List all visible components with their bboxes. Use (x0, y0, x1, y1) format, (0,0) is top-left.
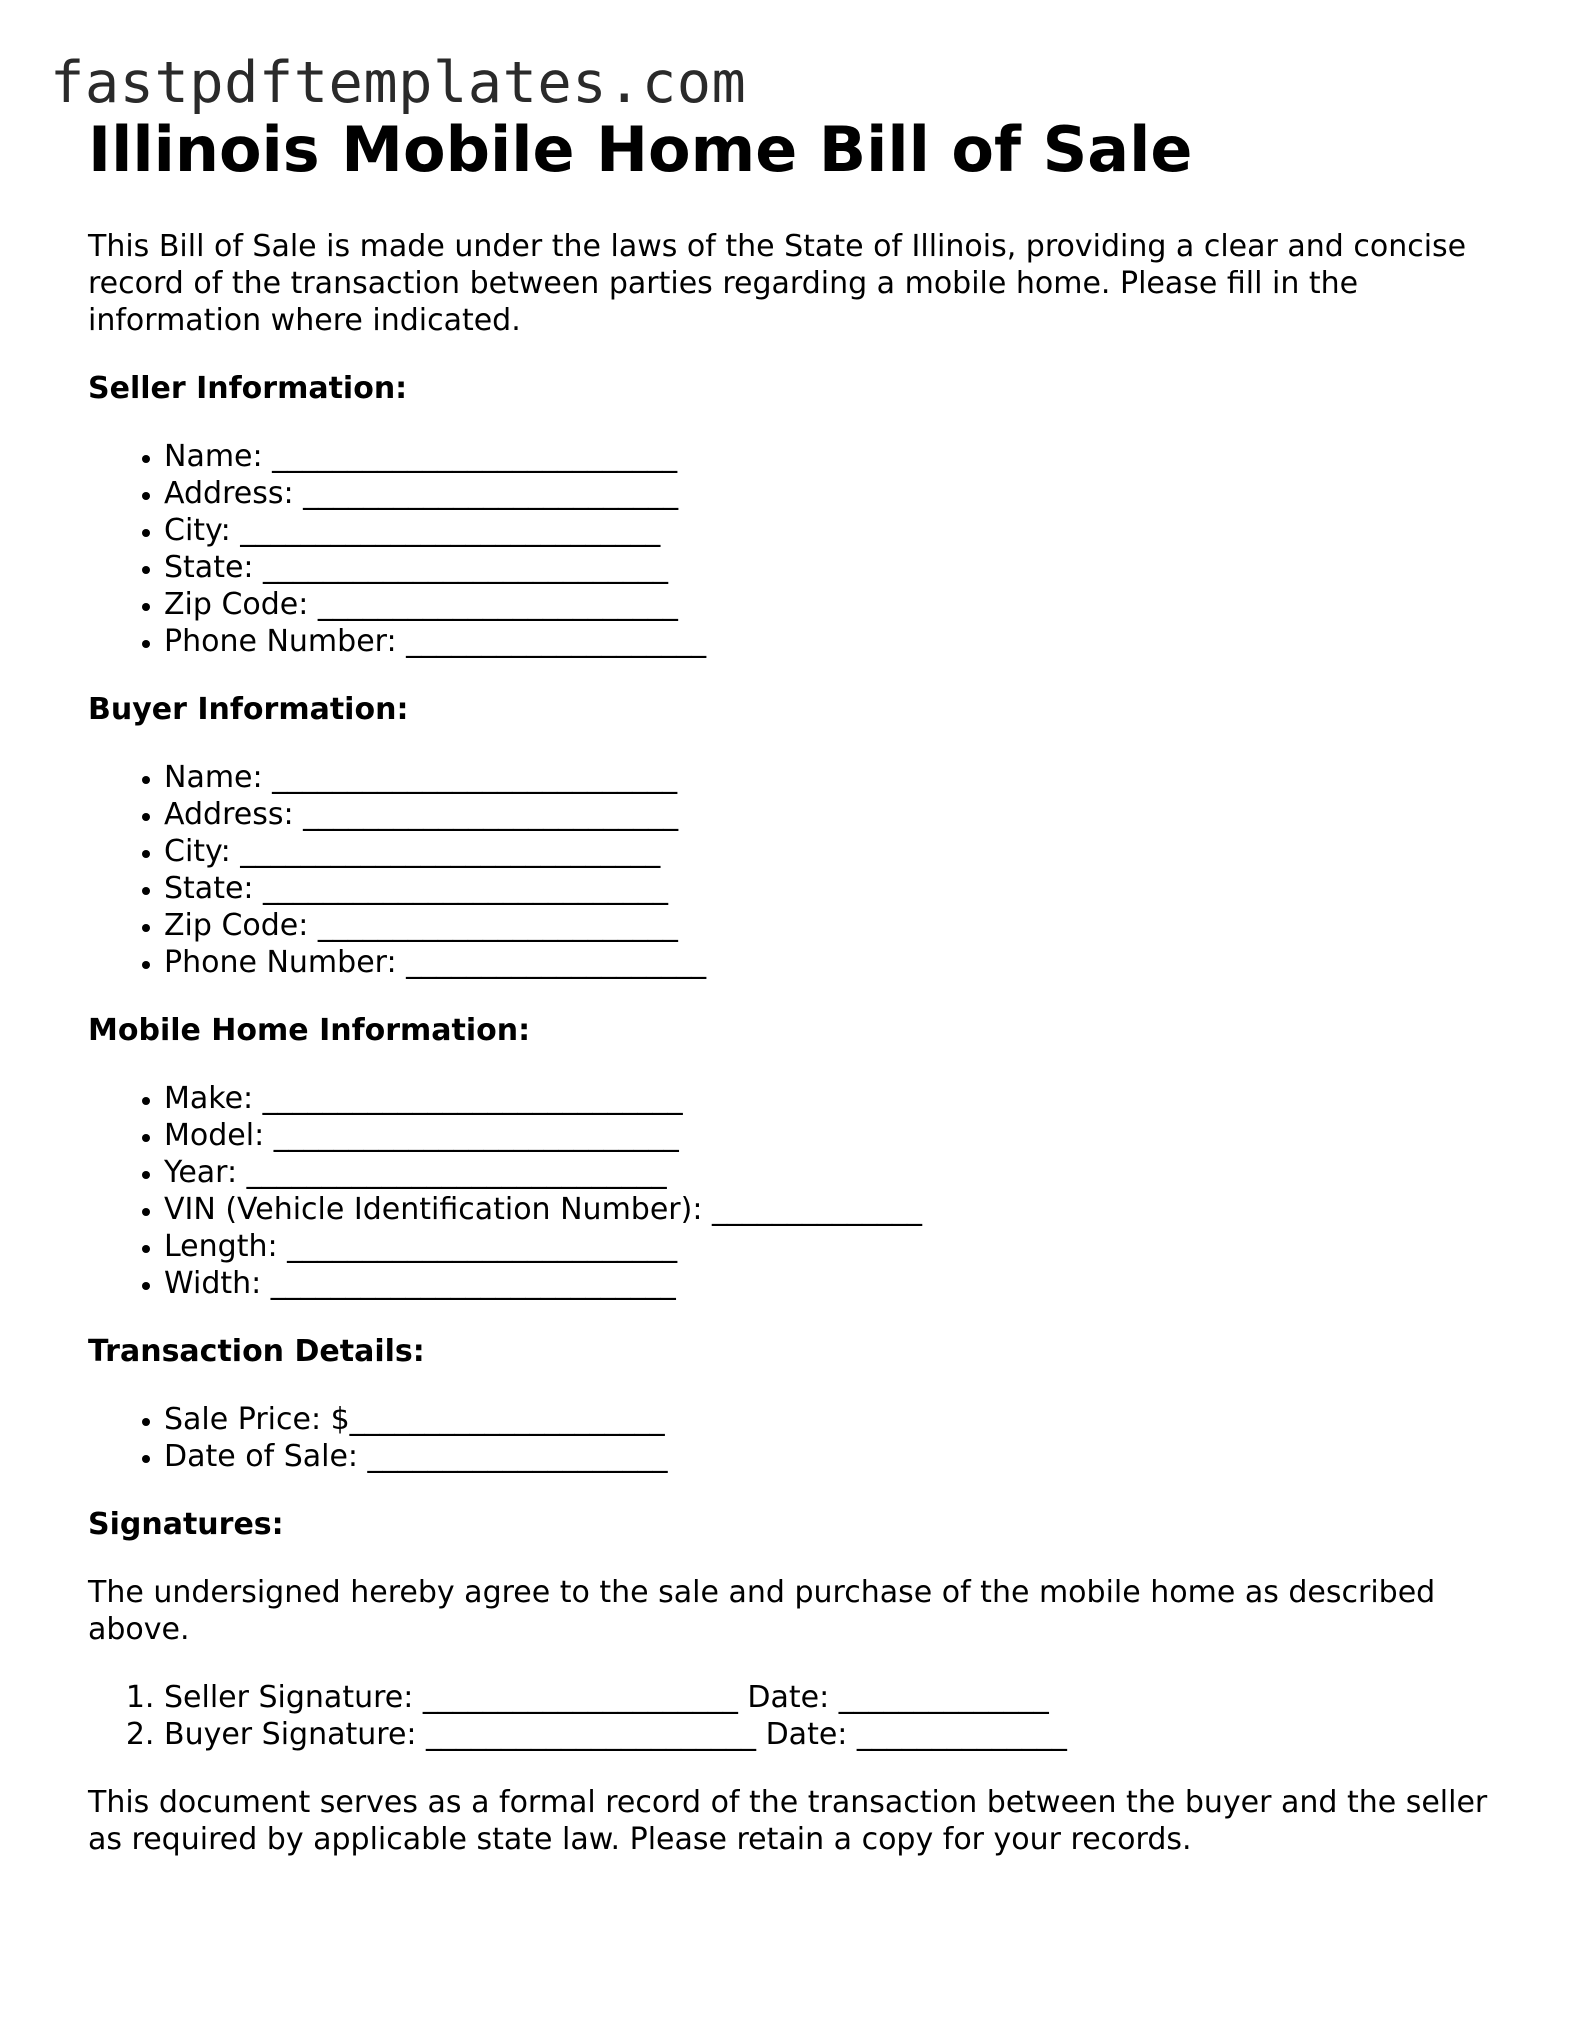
length-field: • Length: __________________________ (164, 1228, 1488, 1265)
buyer-name-field: • Name: ___________________________ (164, 759, 1488, 796)
buyer-heading: Buyer Information: (88, 692, 409, 727)
buyer-phone-field: • Phone Number: ____________________ (164, 944, 1488, 981)
buyer-city-field: • City: ____________________________ (164, 833, 1488, 870)
intro-paragraph: This Bill of Sale is made under the laws of the State of Illinois, providing a clear and concise record of the transaction between parties regarding a mobile home. Please fill in the information where indicated. (88, 229, 1467, 338)
seller-state-field: • State: ___________________________ (164, 549, 1488, 586)
seller-signature-line: 1. Seller Signature: _____________________ Date: ______________ (164, 1679, 1488, 1716)
seller-heading: Seller Information: (88, 371, 408, 406)
seller-address-field: • Address: _________________________ (164, 475, 1488, 512)
mobile-home-heading: Mobile Home Information: (88, 1013, 531, 1048)
signatures-heading: Signatures: (88, 1507, 284, 1542)
document-page (88, 112, 1488, 1858)
transaction-fields-list (88, 1401, 1488, 1475)
width-field: • Width: ___________________________ (164, 1265, 1488, 1302)
sale-price-field: • Sale Price: $_____________________ (164, 1401, 1488, 1438)
seller-phone-field: • Phone Number: ____________________ (164, 623, 1488, 660)
watermark: fastpdftemplates.com (50, 50, 747, 116)
signatures-statement: The undersigned hereby agree to the sale and purchase of the mobile home as described above. (88, 1575, 1436, 1647)
year-field: • Year: ____________________________ (164, 1154, 1488, 1191)
model-field: • Model: ___________________________ (164, 1117, 1488, 1154)
buyer-signature-line: 2. Buyer Signature: ______________________ Date: ______________ (164, 1716, 1488, 1753)
vin-field: • VIN (Vehicle Identification Number): ______________ (164, 1191, 1488, 1228)
date-of-sale-field: • Date of Sale: ____________________ (164, 1438, 1488, 1475)
transaction-heading: Transaction Details: (88, 1334, 425, 1369)
buyer-state-field: • State: ___________________________ (164, 870, 1488, 907)
make-field: • Make: ____________________________ (164, 1080, 1488, 1117)
signature-lines-list (88, 1679, 1488, 1753)
buyer-address-field: • Address: _________________________ (164, 796, 1488, 833)
seller-city-field: • City: ____________________________ (164, 512, 1488, 549)
seller-fields-list (88, 438, 1488, 660)
document-title: Illinois Mobile Home Bill of Sale (88, 113, 1193, 186)
mobile-home-fields-list (88, 1080, 1488, 1302)
closing-paragraph: This document serves as a formal record of the transaction between the buyer and the seller as required by applicable state law. Please retain a copy for your records. (88, 1785, 1488, 1857)
buyer-zip-field: • Zip Code: ________________________ (164, 907, 1488, 944)
seller-zip-field: • Zip Code: ________________________ (164, 586, 1488, 623)
buyer-fields-list (88, 759, 1488, 981)
seller-name-field: • Name: ___________________________ (164, 438, 1488, 475)
